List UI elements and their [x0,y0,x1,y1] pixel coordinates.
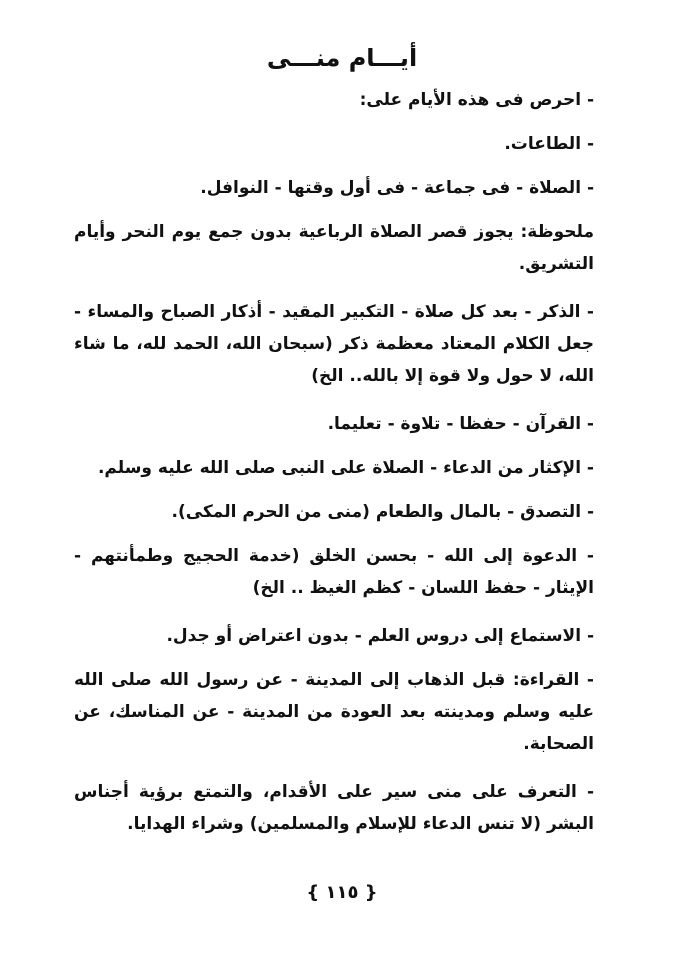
page-title: أيـــام منـــى [266,44,418,72]
paragraph-prayer: - الصلاة - فى جماعة - فى أول وقتها - النوافل. [200,178,594,198]
body-text [74,84,594,856]
paragraph-mina-walk: - التعرف على منى سير على الأقدام، والتمتع برؤية أجناس البشر (لا تنس الدعاء للإسلام والمسلمين) وشراء الهدايا. [74,782,594,834]
page-number: { ١١٥ } [306,882,378,903]
paragraph-dua: - الإكثار من الدعاء - الصلاة على النبى صلى الله عليه وسلم. [97,458,594,478]
paragraph-obediences: - الطاعات. [504,134,594,154]
paragraph-dawah: - الدعوة إلى الله - بحسن الخلق (خدمة الحجيج وطمأنتهم - الإيثار - حفظ اللسان - كظم الغيظ .. الخ) [74,546,594,598]
paragraph-reading: - القراءة: قبل الذهاب إلى المدينة - عن رسول الله صلى الله عليه وسلم ومدينته بعد العودة من المدينة - عن المناسك، عن الصحابة. [74,670,594,754]
paragraph-dhikr: - الذكر - بعد كل صلاة - التكبير المقيد - أذكار الصباح والمساء - جعل الكلام المعتاد معظمة ذكر (سبحان الله، الحمد لله، ما شاء الله، لا حول ولا قوة إلا بالله.. الخ) [74,302,594,386]
paragraph-charity: - التصدق - بالمال والطعام (منى من الحرم المكى). [171,502,594,522]
paragraph-lessons: - الاستماع إلى دروس العلم - بدون اعتراض أو جدل. [166,626,594,646]
paragraph-note: ملحوظة: يجوز قصر الصلاة الرباعية بدون جمع يوم النحر وأيام التشريق. [74,222,594,274]
paragraph-intro: - احرص فى هذه الأيام على: [359,90,594,110]
paragraph-quran: - القرآن - حفظا - تلاوة - تعليما. [327,414,594,434]
